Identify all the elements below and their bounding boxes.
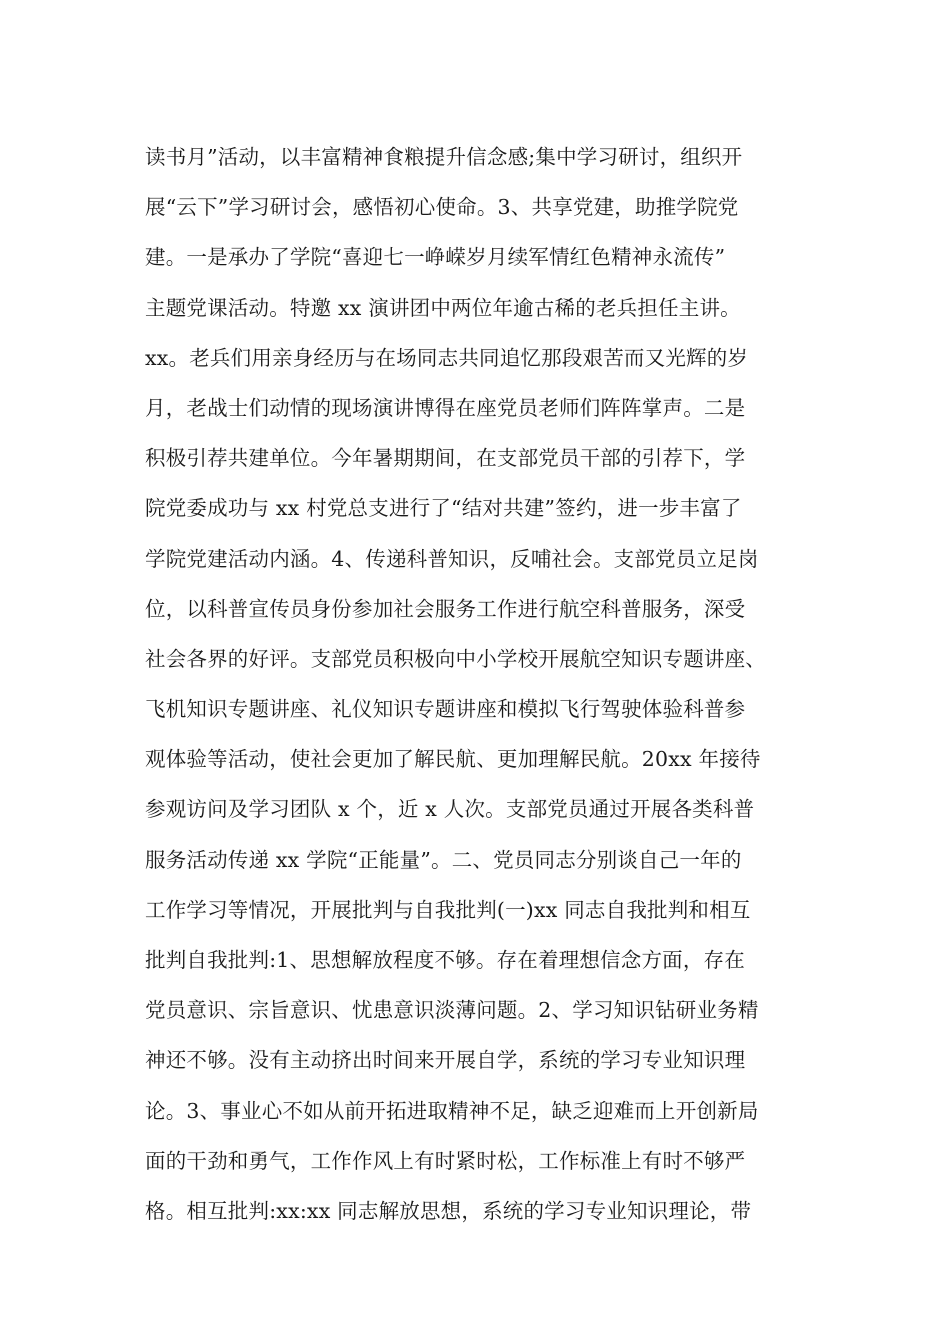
- text-line-4: 主题党课活动。特邀 xx 演讲团中两位年逾古稀的老兵担任主讲。: [145, 295, 741, 320]
- text-line-15: 服务活动传递 xx 学院“正能量”。二、党员同志分别谈自己一年的: [145, 847, 742, 872]
- text-line-9: 学院党建活动内涵。4、传递科普知识，反哺社会。支部党员立足岗: [145, 546, 759, 571]
- text-line-11: 社会各界的好评。支部党员积极向中小学校开展航空知识专题讲座、: [145, 646, 766, 671]
- text-line-18: 党员意识、宗旨意识、忧患意识淡薄问题。2、学习知识钻研业务精: [145, 998, 759, 1023]
- text-line-19: 神还不够。没有主动挤出时间来开展自学，系统的学习专业知识理: [145, 1048, 746, 1073]
- text-line-6: 月，老战士们动情的现场演讲博得在座党员老师们阵阵掌声。二是: [145, 395, 746, 420]
- text-line-17: 批判自我批判:1、思想解放程度不够。存在着理想信念方面，存在: [145, 948, 745, 972]
- text-line-22: 格。相互批判:xx:xx 同志解放思想，系统的学习专业知识理论，带: [145, 1198, 752, 1223]
- text-line-13: 观体验等活动，使社会更加了解民航、更加理解民航。20xx 年接待: [145, 747, 761, 772]
- text-line-16: 工作学习等情况，开展批判与自我批判(一)xx 同志自我批判和相互: [145, 897, 751, 922]
- text-line-14: 参观访问及学习团队 x 个，近 x 人次。支部党员通过开展各类科普: [145, 797, 755, 822]
- text-line-20: 论。3、事业心不如从前开拓进取精神不足，缺乏迎难而上开创新局: [145, 1098, 759, 1123]
- text-line-3: 建。一是承办了学院“喜迎七一峥嵘岁月续军情红色精神永流传”: [145, 245, 726, 270]
- text-line-5: xx。老兵们用亲身经历与在场同志共同追忆那段艰苦而又光辉的岁: [145, 345, 749, 370]
- text-line-2: 展“云下”学习研讨会，感悟初心使命。3、共享党建，助推学院党: [145, 195, 739, 220]
- text-line-10: 位，以科普宣传员身份参加社会服务工作进行航空科普服务，深受: [145, 596, 746, 621]
- text-line-12: 飞机知识专题讲座、礼仪知识专题讲座和模拟飞行驾驶体验科普参: [145, 697, 746, 722]
- text-line-1: 读书月”活动，以丰富精神食粮提升信念感;集中学习研讨，组织开: [145, 145, 743, 169]
- text-line-21: 面的干劲和勇气，工作作风上有时紧时松，工作标准上有时不够严: [145, 1148, 746, 1173]
- text-line-7: 积极引荐共建单位。今年暑期期间，在支部党员干部的引荐下，学: [145, 446, 746, 471]
- text-line-8: 院党委成功与 xx 村党总支进行了“结对共建”签约，进一步丰富了: [145, 496, 742, 521]
- body-text: [145, 132, 845, 1236]
